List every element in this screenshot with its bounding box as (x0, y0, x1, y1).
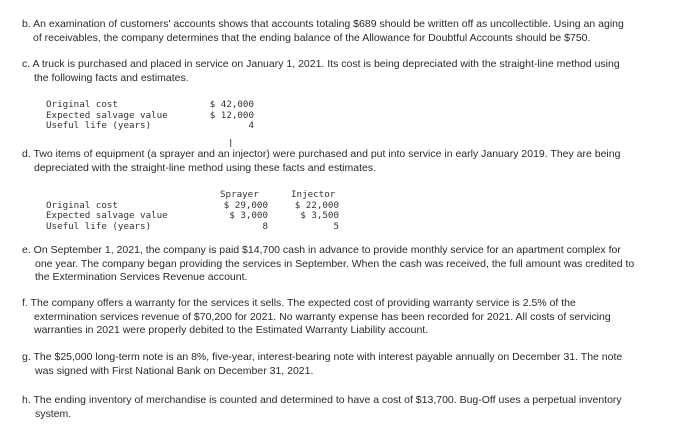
item-f (22, 297, 611, 338)
injector-cost: $ 22,000 (294, 199, 339, 211)
item-h-line-1: h. The ending inventory of merchandise is counted and determined to have a cost of $13,700. Bug-Off uses a perpetual inventory (22, 394, 622, 406)
truck-value-cost: $ 42,000 (209, 99, 254, 110)
injector-life: 5 (333, 220, 339, 232)
text-cursor-icon: I (229, 137, 233, 150)
truck-label-cost: Original cost (46, 99, 118, 110)
injector-header: Injector (291, 189, 336, 200)
sprayer-header: Sprayer (220, 189, 259, 200)
truck-label-life: Useful life (years) (46, 120, 152, 132)
item-f-line-2: extermination services revenue of $70,200 for 2021. No warranty expense has been recorded for 2021. All costs of servicing (34, 310, 611, 323)
sprayer-salvage: $ 3,000 (229, 210, 268, 222)
item-e-line-1: e. On September 1, 2021, the company is paid $14,700 cash in advance to provide monthly service for an apartment complex for (22, 244, 621, 256)
item-g-line-2: was signed with First National Bank on December 31, 2021. (35, 364, 314, 377)
item-d-line-2: depreciated with the straight-line method using these facts and estimates. (34, 161, 377, 174)
item-g (22, 351, 622, 378)
item-e (22, 244, 634, 285)
item-c-line-1: c. A truck is purchased and placed in service on January 1, 2021. Its cost is being depreciated with the straight-line method using (22, 58, 620, 70)
item-d-line-1: d. Two items of equipment (a sprayer and an injector) were purchased and put into service in early January 2019. They are being (22, 148, 621, 160)
truck-label-salvage: Expected salvage value (46, 109, 168, 121)
sprayer-life: 8 (262, 220, 268, 232)
item-f-line-1: f. The company offers a warranty for the services it sells. The expected cost of providing warranty service is 2.5% of the (22, 297, 576, 309)
item-c-line-2: the following facts and estimates. (34, 71, 189, 84)
item-e-line-2: one year. The company began providing the services in September. When the cash was received, the full amount was credited to (35, 257, 635, 270)
truck-value-salvage: $ 12,000 (209, 109, 254, 121)
item-h-line-2: system. (35, 407, 72, 420)
equipment-table (46, 190, 356, 232)
item-b (22, 18, 624, 45)
item-c (22, 58, 620, 85)
equipment-label-cost: Original cost (46, 199, 118, 211)
item-b-line-1: b. An examination of customers' accounts shows that accounts totaling $689 should be written off as uncollectible. Using an aging (22, 18, 624, 30)
item-d (22, 148, 620, 175)
item-h (22, 394, 622, 421)
equipment-header-row (46, 190, 356, 201)
truck-table (46, 100, 260, 132)
sprayer-cost: $ 29,000 (223, 199, 268, 211)
equipment-row-life (46, 222, 356, 233)
item-f-line-3: warranties in 2021 were properly debited to the Estimated Warranty Liability account. (34, 324, 429, 336)
equipment-label-life: Useful life (years) (46, 220, 152, 232)
truck-row-cost (46, 100, 260, 111)
item-g-line-1: g. The $25,000 long-term note is an 8%, five-year, interest-bearing note with interest payable annually on December 31. The note (22, 351, 623, 363)
injector-salvage: $ 3,500 (300, 210, 339, 222)
truck-value-life: 4 (248, 120, 254, 132)
equipment-label-salvage: Expected salvage value (46, 210, 168, 222)
truck-row-life (46, 121, 260, 132)
item-e-line-3: the Extermination Services Revenue account. (35, 271, 248, 283)
item-b-line-2: of receivables, the company determines that the ending balance of the Allowance for Doubtful Accounts should be $750. (33, 31, 591, 44)
